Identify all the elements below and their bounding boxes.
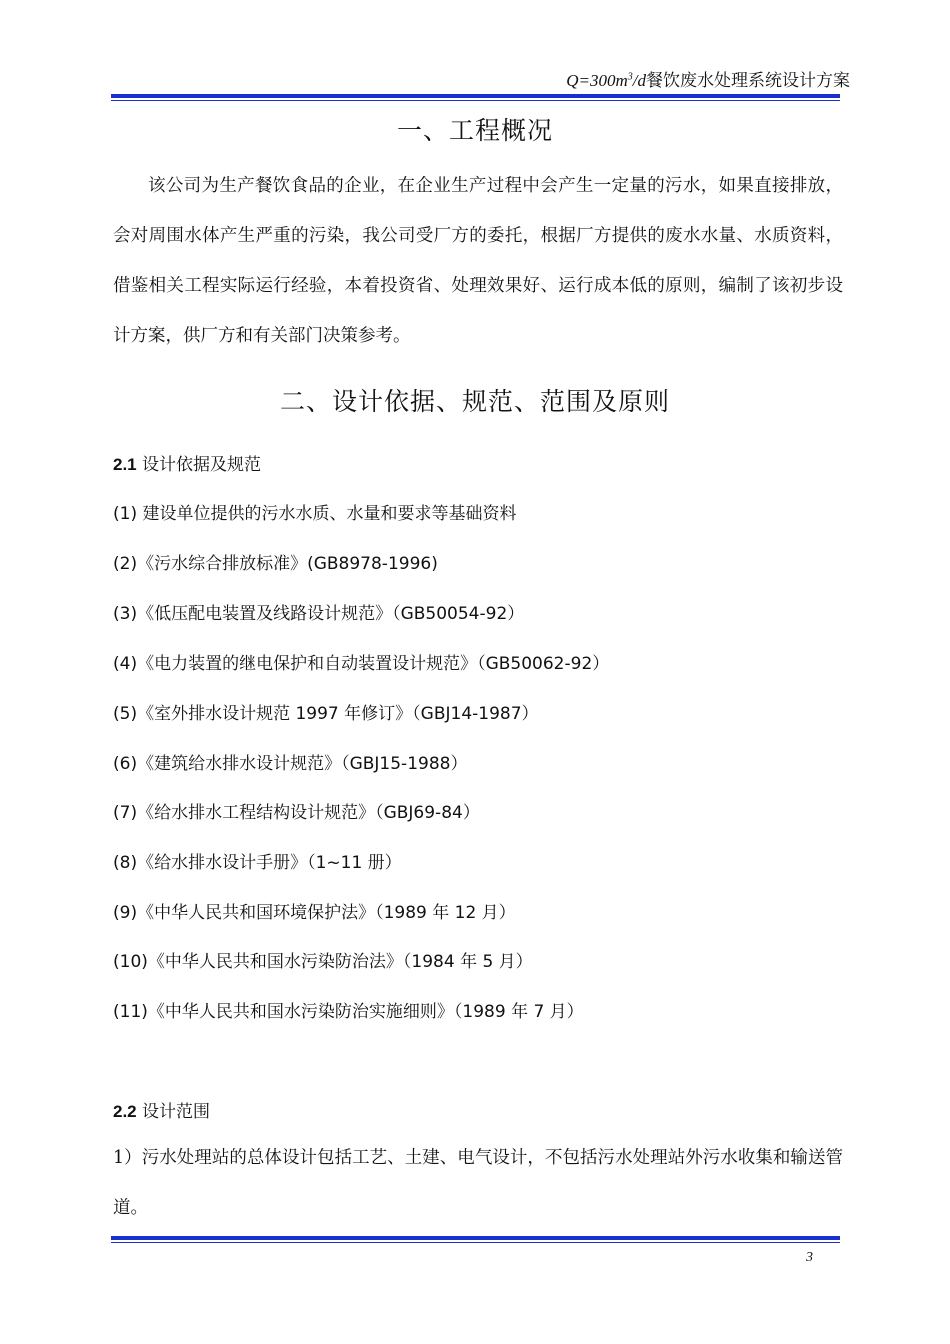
reference-item: (9)《中华人民共和国环境保护法》（1989 年 12 月）	[113, 903, 516, 923]
footer-rule	[111, 1236, 840, 1243]
reference-item: (2)《污水综合排放标准》(GB8978-1996)	[113, 554, 438, 574]
page-number: 3	[806, 1250, 813, 1265]
subsection-heading-2-1: 2.1 设计依据及规范	[113, 455, 262, 475]
header-title: 餐饮废水处理系统设计方案	[646, 71, 850, 91]
reference-item: (8)《给水排水设计手册》（1~11 册）	[113, 853, 402, 873]
reference-item: (5)《室外排水设计规范 1997 年修订》（GBJ14-1987）	[113, 704, 539, 724]
reference-item: (1) 建设单位提供的污水水质、水量和要求等基础资料	[113, 504, 517, 524]
reference-item: (10)《中华人民共和国水污染防治法》（1984 年 5 月）	[113, 952, 533, 972]
header-rule	[111, 94, 840, 101]
reference-item: (6)《建筑给水排水设计规范》（GBJ15-1988）	[113, 754, 468, 774]
reference-item: (4)《电力装置的继电保护和自动装置设计规范》（GB50062-92）	[113, 654, 610, 674]
overview-paragraph: 该公司为生产餐饮食品的企业，在企业生产过程中会产生一定量的污水，如果直接排放，会对周围水体产生严重的污染，我公司受厂方的委托，根据厂方提供的废水水量、水质资料，借鉴相关工程实际运行经验，本着投资省、处理效果好、运行成本低的原则，编制了该初步设计方案，供厂方和有关部门决策参考。	[113, 176, 843, 346]
reference-item: (11)《中华人民共和国水污染防治实施细则》（1989 年 7 月）	[113, 1002, 584, 1022]
section-title-overview: 一、工程概况	[396, 116, 553, 145]
header-formula: $Q=300m^3/d$	[566, 71, 646, 90]
scope-paragraph: 1）污水处理站的总体设计包括工艺、土建、电气设计，不包括污水处理站外污水收集和输送管道。	[113, 1148, 843, 1218]
reference-item: (3)《低压配电装置及线路设计规范》（GB50054-92）	[113, 604, 525, 624]
reference-item: (7)《给水排水工程结构设计规范》（GBJ69-84）	[113, 803, 480, 823]
running-header	[566, 66, 850, 91]
subsection-heading-2-2: 2.2 设计范围	[113, 1102, 211, 1122]
section-title-basis: 二、设计依据、规范、范围及原则	[279, 387, 670, 416]
